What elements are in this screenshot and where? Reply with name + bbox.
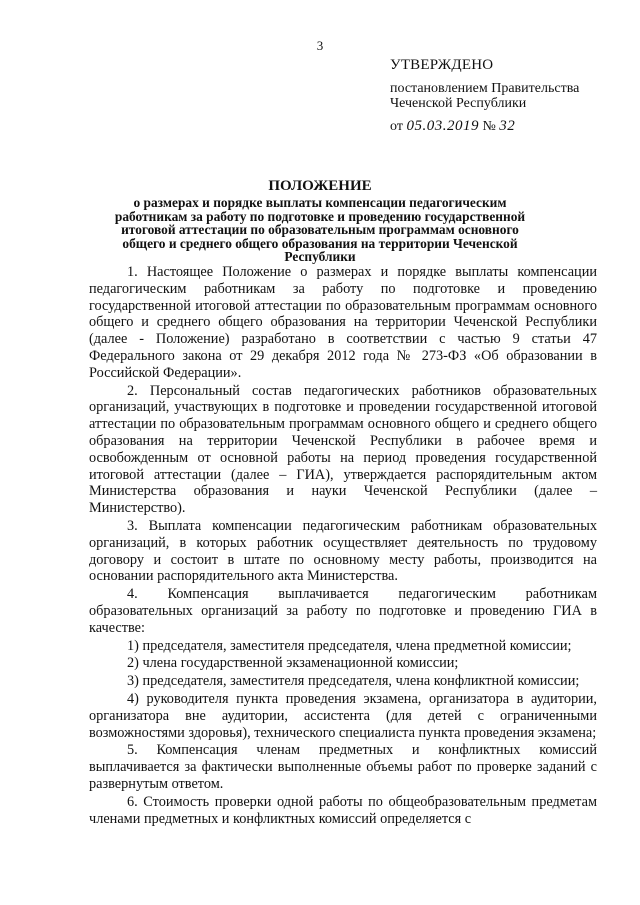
approval-date-line [390,119,630,134]
paragraph-1: 1. Настоящее Положение о размерах и порядке выплаты компенсации педагогическим работникам за работу по подготовке и проведению государственной итоговой аттестации по образовательным программам основного общего и среднего общего образования на территории Чеченской Республики (далее - Положение) разработано в соответствии с частью 9 статьи 47 Федерального закона от 29 декабря 2012 года № 273-ФЗ «Об образовании в Российской Федерации». [89,264,597,381]
paragraph-4: 4. Компенсация выплачивается педагогическим работникам образовательных организаций за работу по подготовке и проведению ГИА в качестве: [89,586,597,636]
document-body [89,264,597,828]
approval-stamp [390,58,630,134]
approval-line-2: Чеченской Республики [390,96,527,111]
approval-heading: УТВЕРЖДЕНО [390,57,494,73]
paragraph-5: 5. Компенсация членам предметных и конфликтных комиссий выплачивается за фактически выполненные объемы работ по проверке заданий с развернутым ответом. [89,742,597,792]
number-prefix: № [482,119,496,134]
page-number: 3 [316,38,324,53]
list-item-2: 2) члена государственной экзаменационной комиссии; [127,655,459,672]
document-title: ПОЛОЖЕНИЕ [268,178,372,194]
paragraph-2: 2. Персональный состав педагогических работников образовательных организаций, участвующих в подготовке и проведении государственной итоговой аттестации по образовательным программам основного общего и среднего общего образования на территории Чеченской Республики в рабочее время и освобожденным от основной работы на период проведения государственной итоговой аттестации (далее – ГИА), утверждается распорядительным актом Министерства образования и науки Чеченской Республики (далее – Министерство). [89,382,597,517]
approval-line-1: постановлением Правительства [390,81,580,96]
list-item-3: 3) председателя, заместителя председателя, члена конфликтной комиссии; [127,673,580,690]
date-prefix: от [390,119,403,134]
paragraph-3: 3. Выплата компенсации педагогическим работникам образовательных организаций, в которых работник осуществляет деятельность по трудовому договору и состоит в штате по основному месту работы, производится на основании распорядительного акта Министерства. [89,517,597,585]
number-value: 32 [499,118,516,134]
list-item-4: 4) руководителя пункта проведения экзамена, организатора в аудитории, организатора вне аудитории, ассистента (для детей с ограниченными возможностями здоровья), технического специалиста пункта проведения экзамена; [89,690,597,741]
document-subtitle: о размерах и порядке выплаты компенсации педагогическим работникам за работу по подготовке и проведению государственной итоговой аттестации по образовательным программам основного общего и среднего общего образования на территории Чеченской Республики [114,195,526,264]
paragraph-6: 6. Стоимость проверки одной работы по общеобразовательным предметам членами предметных и конфликтных комиссий определяется с [89,793,597,827]
list-item-1: 1) председателя, заместителя председателя, члена предметной комиссии; [127,637,572,654]
date-value: 05.03.2019 [406,118,479,134]
